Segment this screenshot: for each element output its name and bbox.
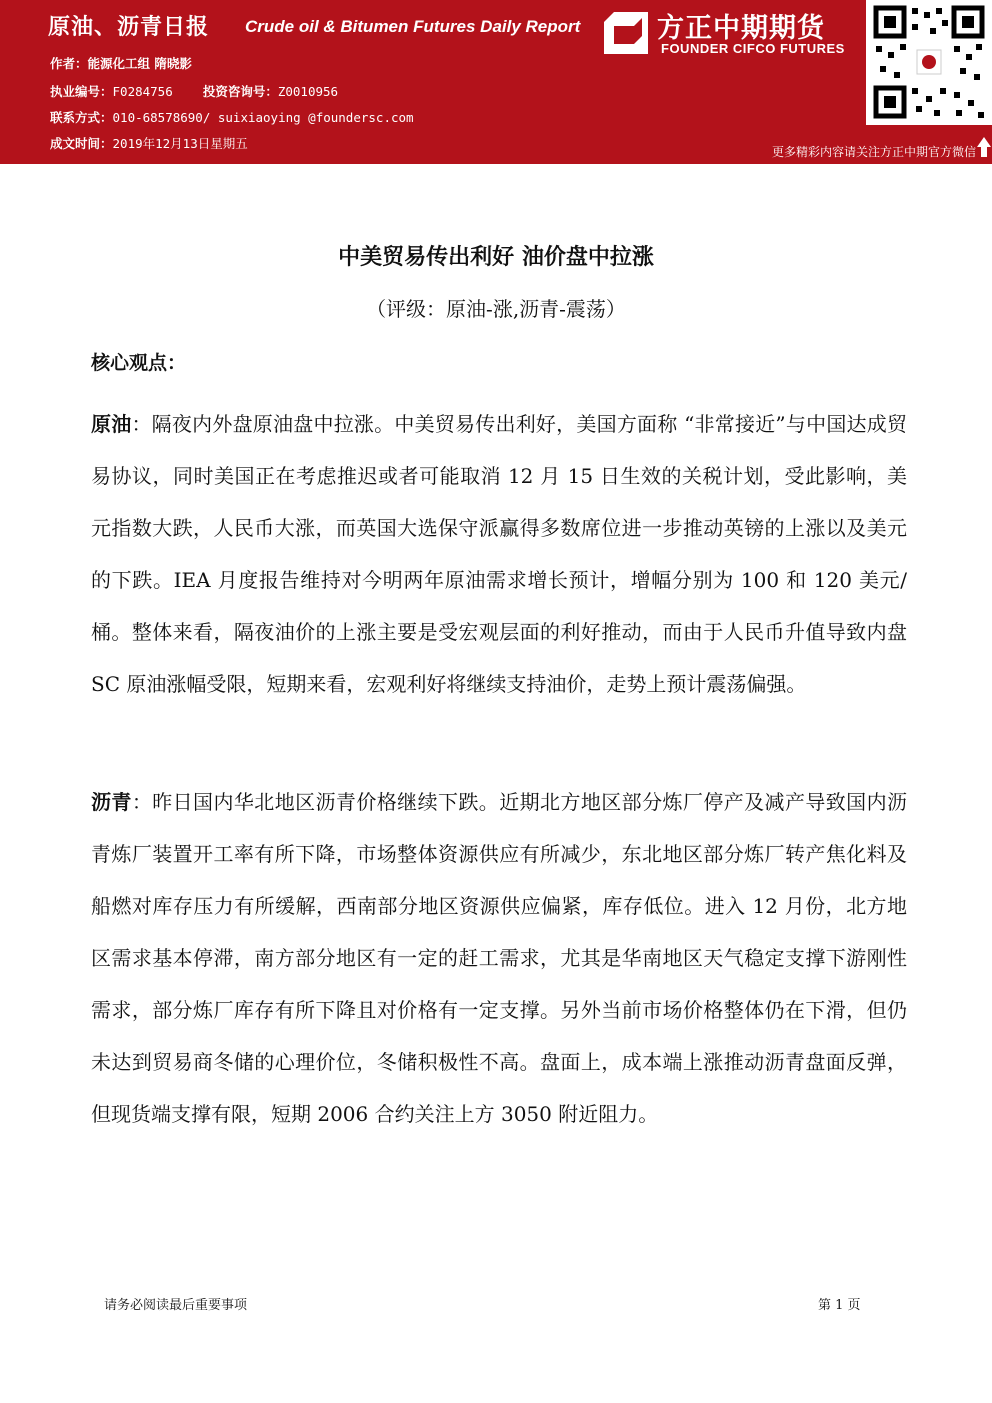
bitumen-label: 沥青	[91, 790, 132, 814]
author-line	[50, 54, 192, 72]
license-value: F0284756	[112, 84, 173, 99]
consult-label: 投资咨询号：	[202, 84, 278, 99]
founder-logo-icon	[604, 12, 648, 54]
brand-name-en: FOUNDER CIFCO FUTURES	[661, 41, 845, 56]
page-title: 中美贸易传出利好 油价盘中拉涨	[338, 245, 654, 270]
contact-line	[50, 108, 414, 126]
crude-text: ：隔夜内外盘原油盘中拉涨。中美贸易传出利好，美国方面称 “非常接近”与中国达成贸易协议，同时美国正在考虑推迟或者可能取消 12 月 15 日生效的关税计划，受此影响，美元指数大跌，人民币大涨，而英国大选保守派赢得多数席位进一步推动英镑的上涨以及美元的下跌。IEA 月度报告维持对今明两年原油需求增长预计，增幅分别为 100 和 120 美元/桶。整体来看，隔夜油价的上涨主要是受宏观层面的利好推动，而由于人民币升值导致内盘 SC 原油涨幅受限，短期来看，宏观利好将继续支持油价，走势上预计震荡偏强。	[91, 412, 907, 696]
date-label: 成文时间：	[50, 136, 113, 151]
qr-code-icon	[866, 0, 992, 125]
license-label: 执业编号：	[50, 84, 113, 99]
brand-name-zh: 方正中期期货	[657, 13, 825, 44]
follow-wechat-text: 更多精彩内容请关注方正中期官方微信	[771, 145, 976, 159]
date-line	[50, 134, 248, 152]
footer-notice: 请务必阅读最后重要事项	[104, 1298, 248, 1313]
report-title-zh: 原油、沥青日报	[48, 15, 210, 40]
author-label: 作者：	[50, 56, 88, 71]
bitumen-paragraph	[91, 776, 907, 1140]
contact-label: 联系方式：	[50, 110, 113, 125]
bitumen-text: ：昨日国内华北地区沥青价格继续下跌。近期北方地区部分炼厂停产及减产导致国内沥青炼厂装置开工率有所下降，市场整体资源供应有所减少，东北地区部分炼厂转产焦化料及船燃对库存压力有所缓解，西南部分地区资源供应偏紧，库存低位。进入 12 月份，北方地区需求基本停滞，南方部分地区有一定的赶工需求，尤其是华南地区天气稳定支撑下游刚性需求，部分炼厂库存有所下降且对价格有一定支撑。另外当前市场价格整体仍在下滑，但仍未达到贸易商冬储的心理价位，冬储积极性不高。盘面上，成本端上涨推动沥青盘面反弹，但现货端支撑有限，短期 2006 合约关注上方 3050 附近阻力。	[91, 790, 908, 1126]
rating-line: （评级：原油-涨,沥青-震荡）	[366, 297, 626, 321]
date-value: 2019年12月13日星期五	[112, 136, 248, 151]
report-title-en: Crude oil & Bitumen Futures Daily Report	[245, 17, 581, 36]
contact-value: 010-68578690/ suixiaoying @foundersc.com	[112, 110, 414, 125]
arrow-up-icon	[976, 135, 992, 159]
header-divider	[0, 160, 992, 164]
crude-paragraph	[91, 398, 907, 710]
page-number: 第 1 页	[818, 1298, 861, 1313]
core-view-heading: 核心观点：	[91, 352, 187, 374]
license-line	[50, 82, 338, 100]
author-value: 能源化工组 隋晓影	[87, 56, 192, 71]
report-header	[0, 0, 992, 160]
crude-label: 原油	[91, 412, 132, 436]
consult-value: Z0010956	[277, 84, 339, 99]
